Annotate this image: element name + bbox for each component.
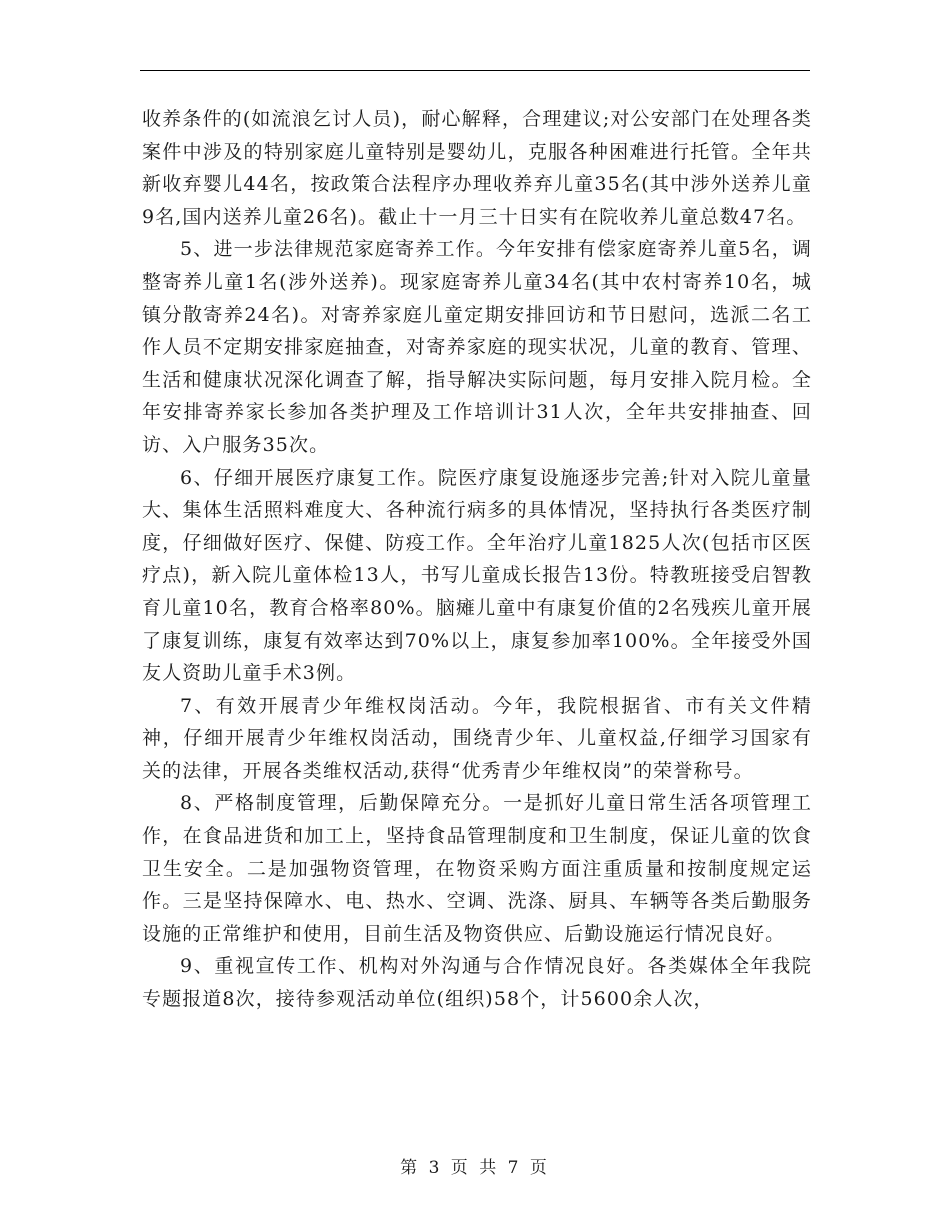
header-rule <box>140 70 810 71</box>
page-number: 第 3 页 共 7 页 <box>400 1158 550 1178</box>
document-body <box>142 103 812 1016</box>
paragraph-item-9: 9、重视宣传工作、机构对外沟通与合作情况良好。各类媒体全年我院专题报道8次，接待参观活动单位(组织)58个，计5600余人次， <box>142 955 812 1011</box>
paragraph-item-6: 6、仔细开展医疗康复工作。院医疗康复设施逐步完善;针对入院儿童量大、集体生活照料难度大、各种流行病多的具体情况，坚持执行各类医疗制度，仔细做好医疗、保健、防疫工作。全年治疗儿童1825人次(包括市区医疗点)，新入院儿童体检13人，书写儿童成长报告13份。特教班接受启智教育儿童10名，教育合格率80%。脑瘫儿童中有康复价值的2名残疾儿童开展了康复训练，康复有效率达到70%以上，康复参加率100%。全年接受外国友人资助儿童手术3例。 <box>142 466 812 685</box>
paragraph-item-5: 5、进一步法律规范家庭寄养工作。今年安排有偿家庭寄养儿童5名，调整寄养儿童1名(涉外送养)。现家庭寄养儿童34名(其中农村寄养10名，城镇分散寄养24名)。对寄养家庭儿童定期安排回访和节日慰问，选派二名工作人员不定期安排家庭抽查，对寄养家庭的现实状况，儿童的教育、管理、生活和健康状况深化调查了解，指导解决实际问题，每月安排入院月检。全年安排寄养家长参加各类护理及工作培训计31人次，全年共安排抽查、回访、入户服务35次。 <box>142 238 812 456</box>
paragraph-item-8: 8、严格制度管理，后勤保障充分。一是抓好儿童日常生活各项管理工作，在食品进货和加工上，坚持食品管理制度和卫生制度，保证儿童的饮食卫生安全。二是加强物资管理，在物资采购方面注重质量和按制度规定运作。三是坚持保障水、电、热水、空调、洗涤、厨具、车辆等各类后勤服务设施的正常维护和使用，目前生活及物资供应、后勤设施运行情况良好。 <box>142 792 812 945</box>
paragraph-continuation: 收养条件的(如流浪乞讨人员)，耐心解释，合理建议;对公安部门在处理各类案件中涉及的特别家庭儿童特别是婴幼儿，克服各种困难进行托管。全年共新收弃婴儿44名，按政策合法程序办理收养弃儿童35名(其中涉外送养儿童9名,国内送养儿童26名)。截止十一月三十日实有在院收养儿童总数47名。 <box>142 108 812 228</box>
paragraph-item-7: 7、有效开展青少年维权岗活动。今年，我院根据省、市有关文件精神，仔细开展青少年维权岗活动，围绕青少年、儿童权益,仔细学习国家有关的法律，开展各类维权活动,获得“优秀青少年维权岗”的荣誉称号。 <box>142 694 812 782</box>
